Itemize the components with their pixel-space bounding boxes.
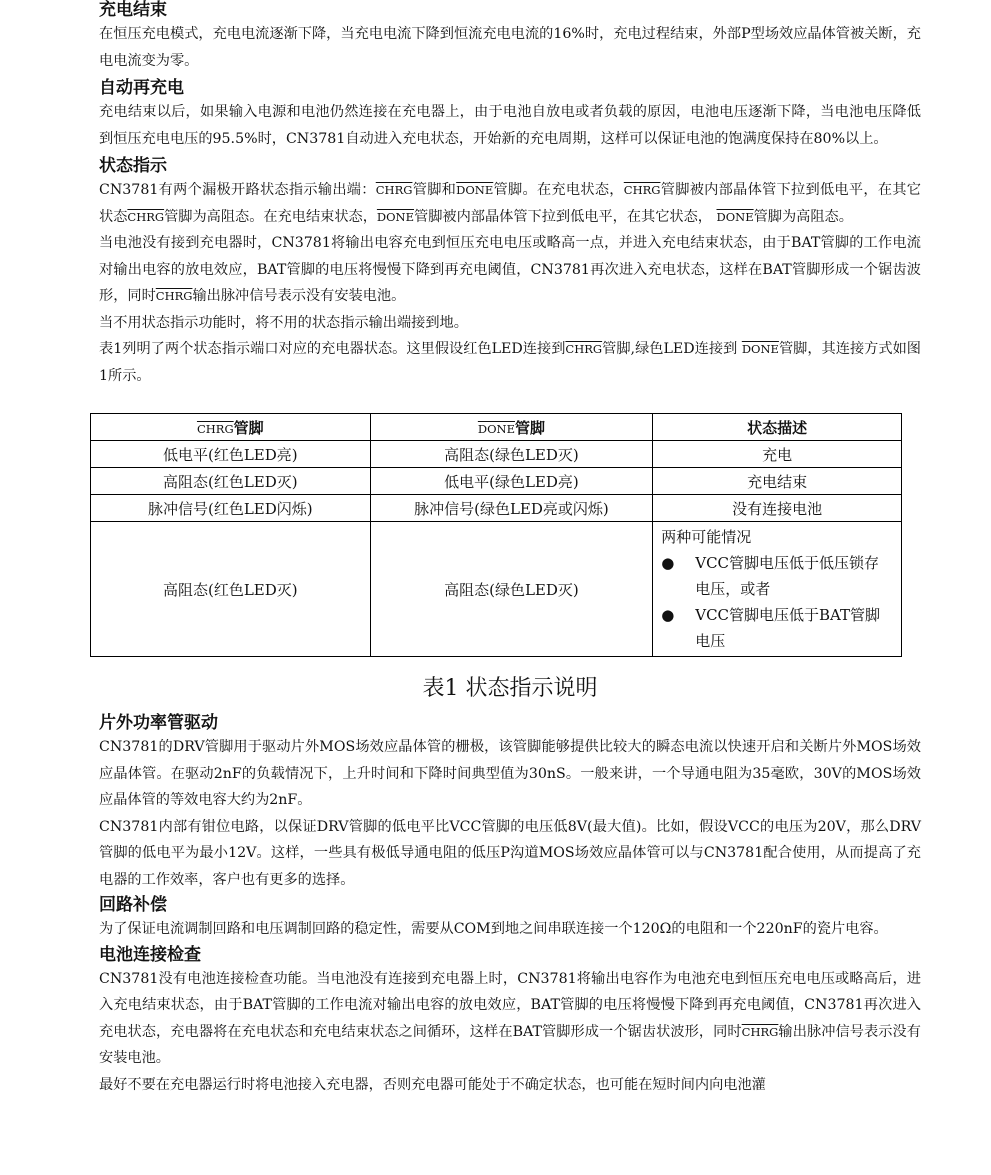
text: 输出脉冲信号表示没有安装电池。 — [192, 288, 406, 304]
table-cell: 脉冲信号(绿色LED亮或闪烁) — [370, 495, 653, 522]
table-cell: 充电结束 — [653, 468, 902, 495]
text: 管脚 — [514, 418, 545, 437]
text: 管脚被内部晶体管下拉到低电平，在其它状态， — [414, 208, 712, 225]
paragraph-status-4 — [99, 336, 921, 389]
chrg-pin-label: CHRG — [741, 1024, 779, 1039]
desc-intro: 两种可能情况 — [661, 528, 752, 546]
table-cell: 高阻态(绿色LED灭) — [370, 441, 653, 468]
bullet-item — [661, 602, 893, 654]
paragraph-drv-1: CN3781的DRV管脚用于驱动片外MOS场效应晶体管的栅极，该管脚能够提供比较大的瞬态电流以快速开启和关断片外MOS场效应晶体管。在驱动2nF的负载情况下，上升时间和下降时间典型值为30nS。一般来讲，一个导通电阻为35毫欧，30V的MOS场效应晶体管的等效电容大约为2nF。 — [99, 739, 921, 808]
bullet-icon: ● — [661, 554, 675, 572]
paragraph-charge-end: 在恒压充电模式，充电电流逐渐下降，当充电电流下降到恒流充电电流的16%时，充电过程结束，外部P型场效应晶体管被关断，充电电流变为零。 — [99, 26, 921, 69]
heading-loop-compensation: 回路补偿 — [99, 895, 167, 915]
chrg-pin-label: CHRG — [623, 183, 661, 197]
text: 管脚 — [233, 418, 264, 437]
text: 当电池没有接到充电器时，CN3781将输出电容充电到恒压充电电压或略高一点，并进入充电结束状态，由于BAT管脚的工作电流对输出电容的放电效应，BAT管脚的电压将慢慢下降到再充电阈值，CN3781再次进入充电状态，这样在BAT管脚形成一个锯齿波形，同时 — [99, 235, 921, 304]
header-chrg — [91, 414, 371, 441]
text: 管脚，其连接方式如图1所示。 — [99, 341, 921, 384]
header-status: 状态描述 — [653, 414, 902, 441]
done-pin-label: DONE — [376, 209, 415, 224]
paragraph-status-3: 当不用状态指示功能时，将不用的状态指示输出端接到地。 — [99, 314, 468, 331]
bullet-text: VCC管脚电压低于BAT管脚电压 — [695, 606, 881, 650]
paragraph-drv-2: CN3781内部有钳位电路，以保证DRV管脚的低电平比VCC管脚的电压低8V(最大值)。比如，假设VCC的电压为20V，那么DRV管脚的低电平为最小12V。这样，一些具有极低导通电阻的低压P沟道MOS场效应晶体管可以与CN3781配合使用，从而提高了充电器的工作效率，客户也有更多的选择。 — [99, 818, 921, 888]
text: CN3781有两个漏极开路状态指示输出端： — [99, 182, 376, 198]
heading-auto-recharge: 自动再充电 — [99, 78, 184, 98]
table-cell: 脉冲信号(红色LED闪烁) — [91, 495, 371, 522]
paragraph-status-1 — [99, 177, 921, 230]
bullet-text: VCC管脚电压低于低压锁存电压，或者 — [695, 554, 880, 598]
text: 管脚被内部晶体管下拉到低电平，在其它状态 — [99, 182, 921, 225]
paragraph-auto-recharge: 充电结束以后，如果输入电源和电池仍然连接在充电器上，由于电池自放电或者负载的原因，电池电压逐渐下降，当电池电压降低到恒压充电电压的95.5%时，CN3781自动进入充电状态，开始新的充电周期，这样可以保证电池的饱满度保持在80%以上。 — [99, 104, 921, 147]
text: CN3781没有电池连接检查功能。当电池没有连接到充电器上时，CN3781将输出电容作为电池充电到恒压充电电压或略高后，进入充电结束状态，由于BAT管脚的工作电流对输出电容的放电效应，BAT管脚的电压将慢慢下降到再充电阈值，CN3781再次进入充电状态，充电器将在充电状态和充电结束状态之间循环，这样在BAT管脚形成一个锯齿状波形，同时 — [99, 970, 921, 1040]
table-row — [91, 468, 902, 495]
text: 管脚和 — [412, 182, 457, 198]
text: 管脚为高阻态。 — [753, 208, 853, 225]
bullet-item — [661, 550, 893, 602]
paragraph-battery-1 — [99, 966, 921, 1072]
table-cell: 低电平(绿色LED亮) — [370, 468, 653, 495]
table-cell: 高阻态(红色LED灭) — [91, 468, 371, 495]
heading-status-indicator: 状态指示 — [99, 156, 167, 176]
text: 输出脉冲信号表示没有安装电池。 — [99, 1023, 921, 1066]
done-pin-label: DONE — [477, 421, 515, 436]
bullet-icon: ● — [661, 606, 675, 624]
table-caption: 表1 状态指示说明 — [422, 676, 598, 701]
text: 管脚,绿色LED连接到 — [602, 341, 738, 357]
heading-battery-check: 电池连接检查 — [99, 944, 201, 965]
text: 管脚为高阻态。在充电结束状态， — [164, 208, 377, 225]
table-header-row — [91, 414, 902, 441]
table-cell: 高阻态(红色LED灭) — [91, 522, 371, 657]
chrg-pin-label: CHRG — [196, 421, 234, 436]
table-cell: 没有连接电池 — [653, 495, 902, 522]
status-table — [90, 413, 902, 657]
text: 表1列明了两个状态指示端口对应的充电器状态。这里假设红色LED连接到 — [99, 341, 566, 357]
chrg-pin-label: CHRG — [565, 342, 603, 356]
chrg-pin-label: CHRG — [375, 183, 413, 197]
table-row — [91, 522, 902, 657]
done-pin-label: DONE — [456, 183, 494, 197]
table-cell-description — [653, 522, 902, 657]
header-done — [370, 414, 653, 441]
heading-external-driver: 片外功率管驱动 — [99, 713, 218, 733]
table-row — [91, 495, 902, 522]
chrg-pin-label: CHRG — [155, 289, 193, 303]
text: 管脚。在充电状态， — [493, 182, 624, 198]
paragraph-status-2 — [99, 230, 921, 310]
document-page — [99, 0, 921, 1098]
table-cell: 充电 — [653, 441, 902, 468]
table-cell: 低电平(红色LED亮) — [91, 441, 371, 468]
done-pin-label: DONE — [741, 342, 779, 356]
heading-charge-end: 充电结束 — [99, 0, 167, 20]
done-pin-label: DONE — [716, 209, 754, 224]
chrg-pin-label: CHRG — [127, 209, 165, 224]
paragraph-battery-2: 最好不要在充电器运行时将电池接入充电器，否则充电器可能处于不确定状态，也可能在短时间内向电池灌 — [99, 1076, 766, 1093]
paragraph-loop: 为了保证电流调制回路和电压调制回路的稳定性，需要从COM到地之间串联连接一个120Ω的电阻和一个220nF的瓷片电容。 — [99, 921, 888, 937]
table-cell: 高阻态(绿色LED灭) — [370, 522, 653, 657]
table-row — [91, 441, 902, 468]
